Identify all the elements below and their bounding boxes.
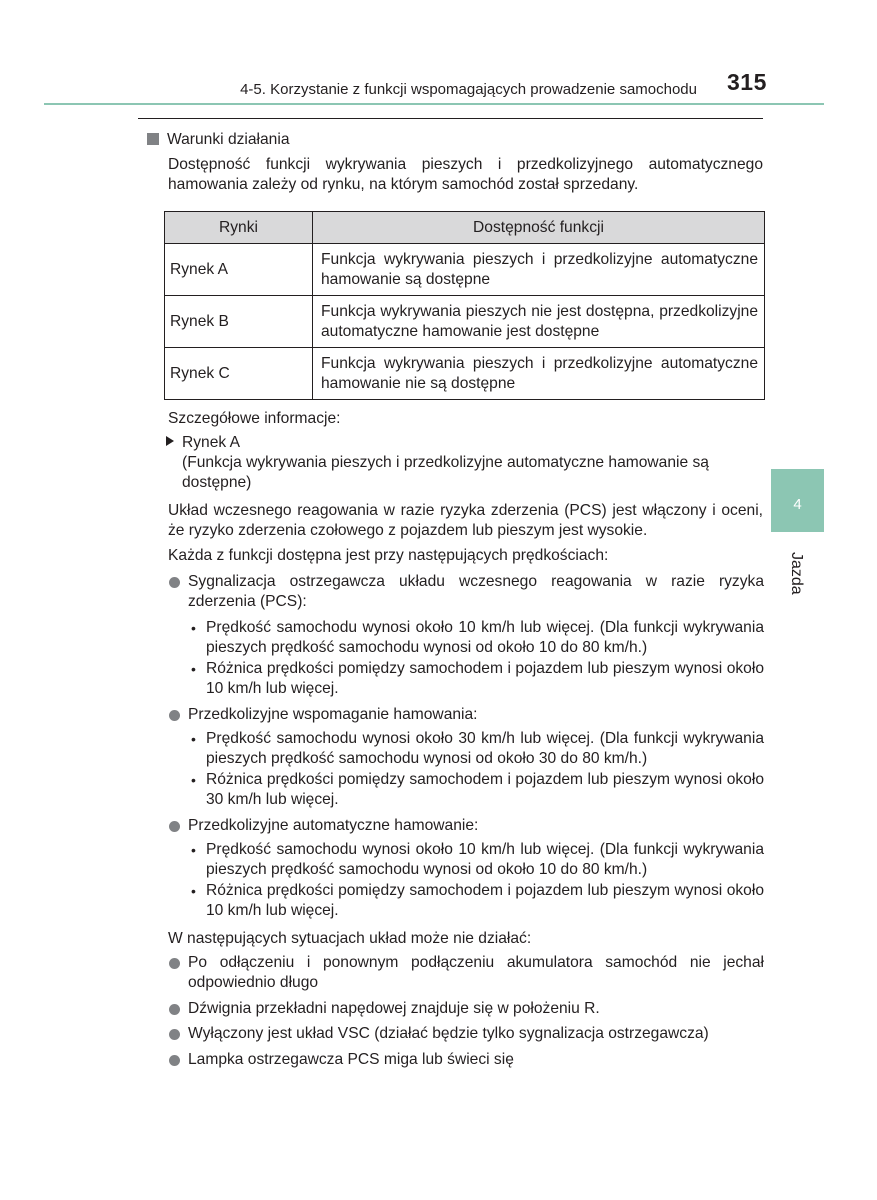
- header-divider: [44, 103, 824, 105]
- square-bullet-icon: [147, 133, 159, 145]
- feature-title: Sygnalizacja ostrzegawcza układu wczesnego reagowania w razie ryzyka zderzenia (PCS):: [188, 573, 764, 610]
- sub-list-item: [189, 881, 764, 921]
- circle-bullet-icon: [169, 958, 180, 969]
- market-name-cell: Rynek C: [165, 348, 313, 400]
- situation-text: Wyłączony jest układ VSC (działać będzie tylko sygnalizacja ostrzegawcza): [188, 1025, 709, 1042]
- page-header: [0, 69, 877, 106]
- circle-bullet-icon: [169, 1004, 180, 1015]
- chapter-tab-number: 4: [793, 496, 802, 513]
- sub-item-text: Prędkość samochodu wynosi około 10 km/h lub więcej. (Dla funkcji wykrywania pieszych prędkość samochodu wynosi od około 10 do 80 km/h.): [206, 619, 764, 656]
- column-header-markets: Rynki: [165, 212, 313, 244]
- sub-item-text: Różnica prędkości pomiędzy samochodem i pojazdem lub pieszym wynosi około 10 km/h lub więcej.: [206, 660, 764, 697]
- sub-list-item: [189, 729, 764, 769]
- list-item: [168, 572, 764, 612]
- list-item: [168, 953, 764, 993]
- dot-bullet-icon: •: [191, 620, 196, 636]
- sub-list-item: [189, 840, 764, 880]
- page-number: 315: [727, 69, 767, 95]
- situation-text: Lampka ostrzegawcza PCS miga lub świeci się: [188, 1051, 514, 1068]
- market-availability-table: [164, 211, 765, 400]
- list-item: [168, 1050, 764, 1070]
- table-row: [165, 348, 765, 400]
- sub-item-text: Różnica prędkości pomiędzy samochodem i pojazdem lub pieszym wynosi około 30 km/h lub więcej.: [206, 771, 764, 808]
- sub-list-item: [189, 770, 764, 810]
- situation-text: Po odłączeniu i ponownym podłączeniu akumulatora samochód nie jechał odpowiednio długo: [188, 954, 764, 991]
- pcs-paragraph: Układ wczesnego reagowania w razie ryzyka zderzenia (PCS) jest włączony i oceni, że ryzyko zderzenia czołowego z pojazdem lub pieszym jest wysokie.: [168, 502, 763, 539]
- circle-bullet-icon: [169, 821, 180, 832]
- table-row: [165, 244, 765, 296]
- sub-item-text: Prędkość samochodu wynosi około 10 km/h lub więcej. (Dla funkcji wykrywania pieszych prędkość samochodu wynosi od około 10 do 80 km/h.): [206, 841, 764, 878]
- availability-cell: Funkcja wykrywania pieszych nie jest dostępna, przedkolizyjne automatyczne hamowanie jest dostępne: [313, 296, 765, 348]
- circle-bullet-icon: [169, 577, 180, 588]
- market-name-cell: Rynek A: [165, 244, 313, 296]
- table-header-row: [165, 212, 765, 244]
- speeds-intro: Każda z funkcji dostępna jest przy następujących prędkościach:: [168, 547, 609, 564]
- feature-title: Przedkolizyjne automatyczne hamowanie:: [188, 817, 479, 834]
- chapter-tab: [771, 469, 824, 532]
- sub-item-text: Prędkość samochodu wynosi około 30 km/h lub więcej. (Dla funkcji wykrywania pieszych prędkość samochodu wynosi od około 30 do 80 km/h.): [206, 730, 764, 767]
- list-item: [168, 816, 764, 836]
- triangle-bullet-icon: [166, 436, 174, 446]
- dot-bullet-icon: •: [191, 731, 196, 747]
- sub-list-item: [189, 659, 764, 699]
- details-label: Szczegółowe informacje:: [168, 410, 341, 427]
- dot-bullet-icon: •: [191, 842, 196, 858]
- section-heading: [147, 130, 290, 150]
- availability-cell: Funkcja wykrywania pieszych i przedkolizyjne automatyczne hamowanie nie są dostępne: [313, 348, 765, 400]
- sub-list-item: [189, 618, 764, 658]
- table-row: [165, 296, 765, 348]
- situations-intro: W następujących sytuacjach układ może nie działać:: [168, 930, 532, 947]
- sub-item-text: Różnica prędkości pomiędzy samochodem i pojazdem lub pieszym wynosi około 10 km/h lub więcej.: [206, 882, 764, 919]
- market-a-note: (Funkcja wykrywania pieszych i przedkolizyjne automatyczne hamowanie są dostępne): [182, 454, 709, 491]
- section-divider: [138, 118, 763, 119]
- dot-bullet-icon: •: [191, 661, 196, 677]
- circle-bullet-icon: [169, 710, 180, 721]
- list-item: [168, 1024, 764, 1044]
- chapter-side-label-text: Jazda: [788, 552, 805, 595]
- situation-text: Dźwignia przekładni napędowej znajduje się w położeniu R.: [188, 1000, 600, 1017]
- column-header-availability: Dostępność funkcji: [313, 212, 765, 244]
- circle-bullet-icon: [169, 1029, 180, 1040]
- chapter-title: 4-5. Korzystanie z funkcji wspomagających prowadzenie samochodu: [240, 81, 697, 98]
- market-a-details: [166, 433, 766, 493]
- market-a-title: Rynek A: [182, 434, 241, 451]
- dot-bullet-icon: •: [191, 883, 196, 899]
- dot-bullet-icon: •: [191, 772, 196, 788]
- section-heading-text: Warunki działania: [167, 131, 290, 148]
- chapter-side-label: [770, 552, 810, 612]
- list-item: [168, 999, 764, 1019]
- availability-cell: Funkcja wykrywania pieszych i przedkolizyjne automatyczne hamowanie są dostępne: [313, 244, 765, 296]
- list-item: [168, 705, 764, 725]
- market-name-cell: Rynek B: [165, 296, 313, 348]
- intro-paragraph: Dostępność funkcji wykrywania pieszych i przedkolizyjnego automatycznego hamowania zależy od rynku, na którym samochód został sprzedany.: [168, 156, 763, 193]
- circle-bullet-icon: [169, 1055, 180, 1066]
- feature-title: Przedkolizyjne wspomaganie hamowania:: [188, 706, 478, 723]
